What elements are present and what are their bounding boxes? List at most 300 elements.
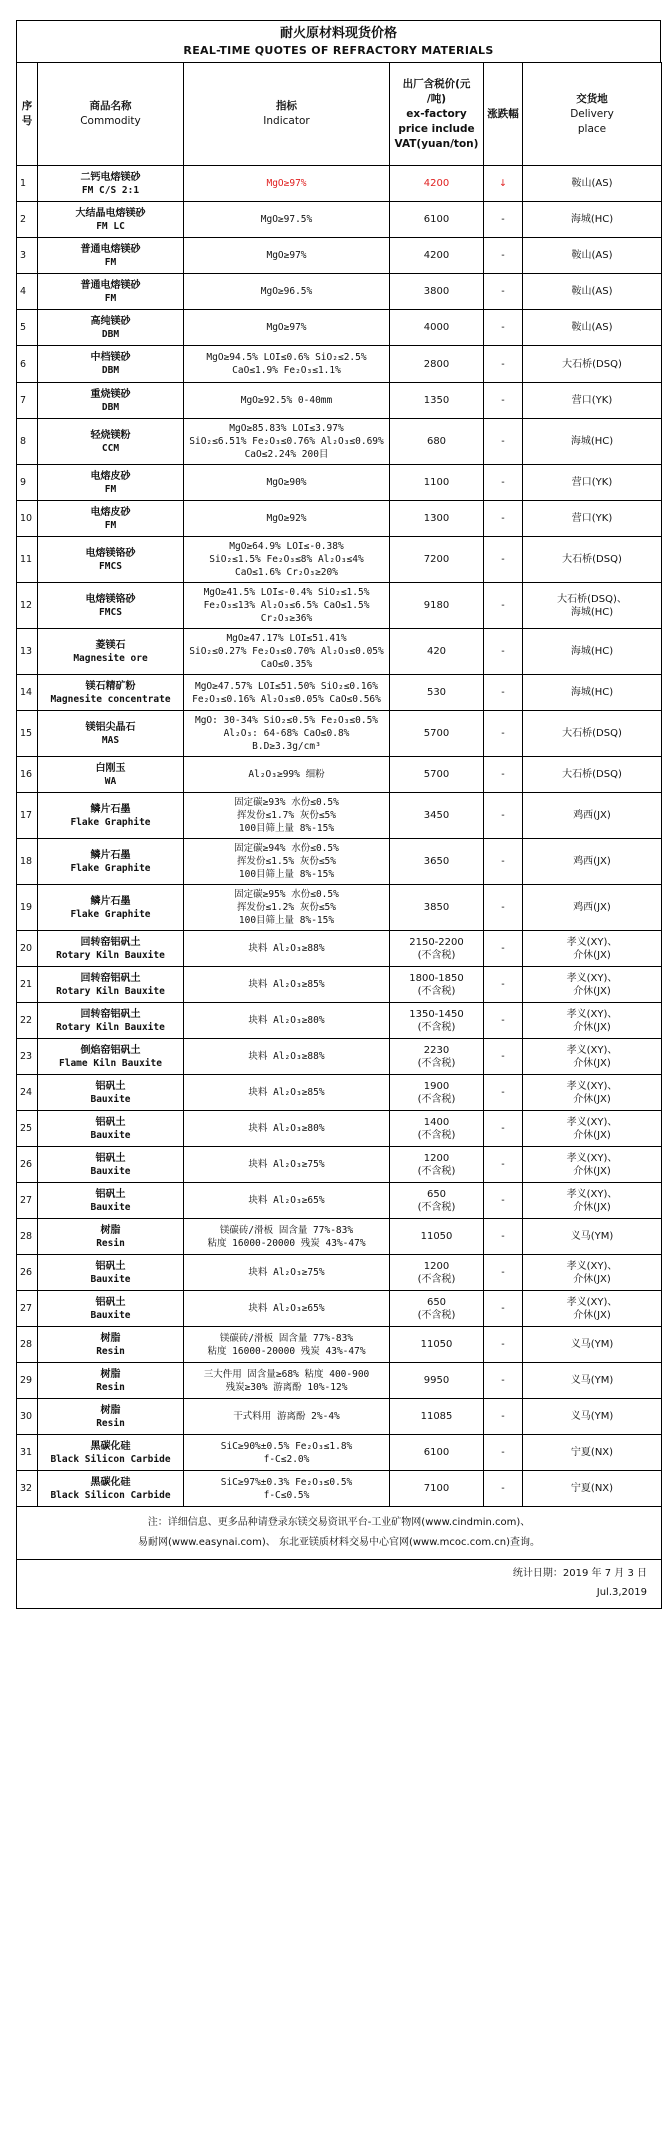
table-row [17,1075,662,1111]
commodity-cell [38,346,184,383]
row-number: 22 [17,1003,38,1039]
indicator-cell [184,1183,390,1219]
indicator-line: f-C≤0.5% [263,1489,310,1501]
price-cell [390,537,484,583]
table-row [17,1111,662,1147]
commodity-cell [38,583,184,629]
price-cell [390,1147,484,1183]
price-line: (不含税) [417,1057,456,1069]
commodity-name-cn: 鳞片石墨 [90,803,131,815]
row-number: 18 [17,839,38,885]
change-cell: - [484,1435,523,1471]
delivery-cell [523,238,662,274]
indicator-cell [184,202,390,238]
commodity-name-en: FM [104,292,117,304]
delivery-line: 孝义(XY)、 [566,1080,618,1092]
commodity-cell [38,310,184,346]
commodity-cell [38,1111,184,1147]
delivery-line: 孝义(XY)、 [566,1152,618,1164]
delivery-line: 介休(JX) [573,1309,611,1321]
commodity-cell [38,419,184,465]
commodity-cell [38,1363,184,1399]
title-block [16,20,661,62]
price-cell [390,1363,484,1399]
delivery-cell [523,1147,662,1183]
price-line: (不含税) [417,1021,456,1033]
table-row [17,274,662,310]
price-cell [390,501,484,537]
indicator-cell [184,465,390,501]
indicator-cell [184,383,390,419]
price-cell [390,839,484,885]
commodity-cell [38,793,184,839]
delivery-line: 义马(YM) [570,1411,614,1422]
delivery-cell [523,1075,662,1111]
indicator-line: 块料 Al₂O₃≥88% [248,943,325,954]
indicator-cell [184,885,390,931]
price-line: (不含税) [417,1129,456,1141]
header-indicator-cn: 指标 [276,100,297,112]
note-line-1: 注：详细信息、更多品种请登录东镁交易资讯平台-工业矿物网(www.cindmin.com)、 [147,1517,531,1528]
indicator-cell [184,583,390,629]
indicator-line: MgO≥94.5% LOI≤0.6% SiO₂≤2.5% [206,352,367,363]
change-cell: - [484,583,523,629]
commodity-cell [38,238,184,274]
delivery-line: 大石桥(DSQ)、 [557,593,627,605]
table-row [17,1291,662,1327]
commodity-name-cn: 回转窑铝矾土 [80,1008,141,1020]
note-row [17,1507,662,1560]
indicator-line: CaO≤2.24% 200目 [244,449,329,460]
delivery-line: 海城(HC) [570,646,614,657]
change-cell: - [484,1183,523,1219]
price-line: (不含税) [417,1273,456,1285]
row-number: 26 [17,1255,38,1291]
row-number: 23 [17,1039,38,1075]
indicator-line: CaO≤1.9% Fe₂O₃≤1.1% [232,365,341,376]
delivery-cell [523,501,662,537]
header-delivery [523,63,662,166]
price-line: 3850 [423,902,450,913]
delivery-cell [523,675,662,711]
header-change: 涨跌幅 [484,63,523,166]
price-cell [390,238,484,274]
commodity-name-cn: 电熔镁铬砂 [85,593,136,605]
delivery-line: 介休(JX) [573,1129,611,1141]
commodity-name-cn: 高纯镁砂 [90,315,131,327]
table-row [17,793,662,839]
row-number: 2 [17,202,38,238]
row-number: 29 [17,1363,38,1399]
delivery-line: 鸡西(JX) [573,902,611,913]
commodity-name-en: MAS [101,734,120,746]
indicator-line: 粘度 16000-20000 残炭 43%-47% [207,1237,366,1249]
price-line: (不含税) [417,1309,456,1321]
delivery-line: 鞍山(AS) [571,178,613,189]
change-cell: - [484,675,523,711]
commodity-cell [38,465,184,501]
commodity-cell [38,537,184,583]
table-row [17,1471,662,1507]
indicator-cell [184,1147,390,1183]
row-number: 14 [17,675,38,711]
table-row [17,1147,662,1183]
delivery-line: 海城(HC) [570,436,614,447]
delivery-line: 孝义(XY)、 [566,936,618,948]
commodity-cell [38,1003,184,1039]
table-row [17,346,662,383]
indicator-cell [184,757,390,793]
delivery-cell [523,757,662,793]
indicator-line: MgO: 30-34% SiO₂≤0.5% Fe₂O₃≤0.5% [194,715,379,726]
commodity-cell [38,1039,184,1075]
price-cell [390,583,484,629]
table-body [17,166,662,1507]
commodity-name-en: FM [104,256,117,268]
indicator-line: 块料 Al₂O₃≥75% [248,1159,325,1170]
indicator-cell [184,166,390,202]
delivery-line: 孝义(XY)、 [566,1260,618,1272]
commodity-name-en: Bauxite [90,1309,131,1321]
change-cell: - [484,1291,523,1327]
commodity-name-cn: 树脂 [100,1404,121,1416]
indicator-cell [184,967,390,1003]
table-row [17,1039,662,1075]
commodity-name-cn: 重烧镁砂 [90,388,131,400]
indicator-line: B.D≥3.3g/cm³ [252,741,321,752]
indicator-line: CaO≤0.35% [260,659,313,670]
price-line: 1900 [423,1080,450,1092]
delivery-line: 介休(JX) [573,1093,611,1105]
price-cell [390,931,484,967]
commodity-name-en: CCM [101,442,120,454]
indicator-cell [184,537,390,583]
delivery-line: 孝义(XY)、 [566,1296,618,1308]
indicator-line: 100目筛上量 8%-15% [238,869,335,880]
price-line: 1100 [423,477,450,488]
price-line: 1350 [423,395,450,406]
price-line: 3800 [423,286,450,297]
price-line: 530 [426,687,447,698]
delivery-line: 宁夏(NX) [570,1483,614,1494]
commodity-name-cn: 鳞片石墨 [90,895,131,907]
indicator-line: 三大件用 固含量≥68% 粘度 400-900 [203,1368,370,1380]
delivery-cell [523,1183,662,1219]
change-cell: - [484,967,523,1003]
commodity-name-en: Bauxite [90,1273,131,1285]
change-cell: - [484,757,523,793]
indicator-cell [184,1219,390,1255]
delivery-cell [523,1363,662,1399]
indicator-line: Fe₂O₃≤0.16% Al₂O₃≤0.05% CaO≤0.56% [192,693,381,705]
indicator-cell [184,629,390,675]
row-number: 27 [17,1183,38,1219]
header-delivery-cn: 交货地 [576,92,608,105]
indicator-line: MgO≥47.57% LOI≤51.50% SiO₂≤0.16% [194,680,379,692]
commodity-name-en: Rotary Kiln Bauxite [56,949,165,961]
price-cell [390,383,484,419]
commodity-name-en: Flake Graphite [70,862,151,874]
row-number: 16 [17,757,38,793]
indicator-line: 镁碳砖/滑板 固含量 77%-83% [219,1224,354,1236]
change-cell: - [484,537,523,583]
delivery-cell [523,202,662,238]
indicator-cell [184,1327,390,1363]
table-row [17,1327,662,1363]
commodity-name-cn: 普通电熔镁砂 [80,279,141,291]
commodity-name-en: Flake Graphite [70,816,151,828]
delivery-line: 大石桥(DSQ) [562,728,622,739]
price-line: 4200 [423,178,450,189]
indicator-cell [184,1291,390,1327]
price-cell [390,1291,484,1327]
price-document [16,20,661,1609]
change-cell: - [484,1219,523,1255]
table-row [17,931,662,967]
indicator-line: 固定碳≥93% 水份≤0.5% [234,797,339,808]
row-number: 20 [17,931,38,967]
indicator-line: SiC≥90%±0.5% Fe₂O₃≤1.8% [220,1440,353,1452]
change-cell: - [484,711,523,757]
table-row [17,465,662,501]
change-cell: - [484,274,523,310]
price-line: 4000 [423,322,450,333]
commodity-name-cn: 鳞片石墨 [90,849,131,861]
commodity-name-en: Resin [96,1417,125,1429]
price-line: 2800 [423,358,450,370]
commodity-name-cn: 电熔镁铬砂 [85,547,136,559]
delivery-cell [523,537,662,583]
delivery-line: 孝义(XY)、 [566,1044,618,1056]
change-cell: - [484,465,523,501]
commodity-cell [38,1291,184,1327]
indicator-line: 镁碳砖/滑板 固含量 77%-83% [219,1332,354,1344]
row-number: 15 [17,711,38,757]
commodity-name-en: FMCS [99,560,122,572]
price-cell [390,419,484,465]
commodity-name-cn: 二钙电熔镁砂 [80,171,141,183]
change-cell: - [484,629,523,675]
commodity-name-en: Magnesite ore [73,652,148,664]
price-line: 11050 [420,1231,453,1242]
commodity-cell [38,885,184,931]
table-row [17,1255,662,1291]
indicator-line: 块料 Al₂O₃≥88% [248,1051,325,1062]
change-cell: - [484,383,523,419]
row-number: 26 [17,1147,38,1183]
header-delivery-en2: place [577,122,607,135]
table-row [17,1435,662,1471]
price-cell [390,1255,484,1291]
delivery-cell [523,711,662,757]
change-cell: - [484,1399,523,1435]
commodity-name-en: DBM [101,401,120,413]
delivery-cell [523,465,662,501]
table-row [17,583,662,629]
price-line: 9950 [423,1375,450,1386]
header-indicator-en: Indicator [263,115,310,127]
commodity-cell [38,1255,184,1291]
page-subtitle: REAL-TIME QUOTES OF REFRACTORY MATERIALS [183,44,494,57]
indicator-line: Fe₂O₃≤13% Al₂O₃≤6.5% CaO≤1.5% [203,600,370,611]
header-delivery-en1: Delivery [570,107,614,120]
price-line: 9180 [423,600,450,611]
indicator-line: MgO≥90% [266,477,307,488]
delivery-line: 义马(YM) [570,1231,614,1242]
indicator-line: MgO≥41.5% LOI≤-0.4% SiO₂≤1.5% [203,587,370,598]
row-number: 24 [17,1075,38,1111]
price-line: 650 [426,1296,447,1308]
indicator-cell [184,310,390,346]
row-number: 8 [17,419,38,465]
commodity-name-cn: 镁石精矿粉 [85,680,136,692]
change-cell: - [484,839,523,885]
change-cell: - [484,793,523,839]
commodity-name-en: Resin [96,1345,125,1357]
commodity-name-cn: 镁铝尖晶石 [85,721,136,733]
table-row [17,1183,662,1219]
price-cell [390,675,484,711]
change-cell: - [484,1255,523,1291]
commodity-name-cn: 黑碳化硅 [90,1440,131,1452]
price-line: 7200 [423,554,450,565]
indicator-cell [184,346,390,383]
price-cell [390,1219,484,1255]
delivery-cell [523,1291,662,1327]
commodity-name-en: Magnesite concentrate [50,693,171,705]
price-cell [390,1039,484,1075]
table-row [17,757,662,793]
delivery-cell [523,967,662,1003]
change-cell: - [484,1075,523,1111]
indicator-line: MgO≥97% [266,250,307,261]
change-cell: - [484,310,523,346]
commodity-name-cn: 电熔皮砂 [90,506,131,518]
indicator-line: 挥发份≤1.7% 灰份≤5% [237,810,336,821]
note-cell [17,1507,662,1560]
delivery-cell [523,839,662,885]
indicator-cell [184,1111,390,1147]
header-price-l5: VAT(yuan/ton) [394,137,479,150]
header-commodity-en: Commodity [80,115,141,127]
delivery-cell [523,1327,662,1363]
delivery-cell [523,629,662,675]
indicator-line: 挥发份≤1.5% 灰份≤5% [237,856,336,867]
table-row [17,1003,662,1039]
indicator-line: MgO≥64.9% LOI≤-0.38% [229,541,344,552]
commodity-name-en: DBM [101,365,120,376]
commodity-name-cn: 铝矾土 [95,1188,126,1200]
price-line: (不含税) [417,949,456,961]
table-row [17,537,662,583]
price-cell [390,793,484,839]
change-cell: - [484,1471,523,1507]
indicator-line: MgO≥97% [266,178,307,189]
delivery-cell [523,583,662,629]
delivery-line: 孝义(XY)、 [566,1188,618,1200]
price-line: 420 [426,646,447,657]
indicator-cell [184,501,390,537]
delivery-line: 孝义(XY)、 [566,1116,618,1128]
price-cell [390,1003,484,1039]
commodity-name-en: WA [104,775,117,787]
row-number: 5 [17,310,38,346]
indicator-line: SiO₂≤6.51% Fe₂O₃≤0.76% Al₂O₃≤0.69% [189,436,384,447]
indicator-line: 粘度 16000-20000 残炭 43%-47% [207,1345,366,1357]
commodity-cell [38,383,184,419]
commodity-name-cn: 铝矾土 [95,1296,126,1308]
change-cell: - [484,885,523,931]
commodity-name-en: Black Silicon Carbide [50,1453,171,1465]
delivery-line: 介休(JX) [573,1201,611,1213]
commodity-cell [38,1183,184,1219]
header-commodity [38,63,184,166]
commodity-cell [38,629,184,675]
change-cell: - [484,1327,523,1363]
row-number: 30 [17,1399,38,1435]
price-line: 1350-1450 [409,1008,464,1020]
delivery-cell [523,383,662,419]
price-cell [390,202,484,238]
table-row [17,1399,662,1435]
table-row [17,675,662,711]
header-price [390,63,484,166]
row-number: 6 [17,346,38,383]
commodity-name-en: Bauxite [90,1129,131,1141]
row-number: 27 [17,1291,38,1327]
delivery-line: 义马(YM) [570,1375,614,1386]
indicator-line: 干式料用 游离酚 2%-4% [233,1411,340,1422]
commodity-name-cn: 轻烧镁粉 [90,429,131,441]
commodity-name-en: FM [104,483,117,495]
delivery-line: 大石桥(DSQ) [562,554,622,565]
indicator-line: CaO≤1.6% Cr₂O₃≥20% [235,567,338,578]
change-cell: - [484,931,523,967]
price-line: 5700 [423,728,450,739]
row-number: 10 [17,501,38,537]
change-cell: - [484,1039,523,1075]
change-cell: - [484,1003,523,1039]
delivery-line: 宁夏(NX) [570,1447,614,1458]
commodity-name-cn: 回转窑铝矾土 [80,936,141,948]
indicator-line: Al₂O₃: 64-68% CaO≤0.8% [223,728,350,739]
commodity-name-cn: 黑碳化硅 [90,1476,131,1488]
delivery-cell [523,793,662,839]
row-number: 1 [17,166,38,202]
delivery-line: 海城(HC) [570,214,614,225]
row-number: 17 [17,793,38,839]
change-cell: ↓ [484,166,523,202]
delivery-cell [523,419,662,465]
delivery-cell [523,346,662,383]
delivery-cell [523,274,662,310]
indicator-cell [184,274,390,310]
delivery-line: 鸡西(JX) [573,810,611,821]
price-cell [390,1111,484,1147]
indicator-line: Cr₂O₃≥36% [260,613,313,624]
commodity-name-cn: 白刚玉 [95,762,126,774]
commodity-name-en: Bauxite [90,1165,131,1177]
price-line: (不含税) [417,1201,456,1213]
commodity-name-en: FM [104,519,117,531]
table-row [17,166,662,202]
commodity-name-en: Bauxite [90,1093,131,1105]
delivery-line: 鞍山(AS) [571,322,613,333]
delivery-line: 介休(JX) [573,1057,611,1069]
commodity-name-en: Resin [96,1381,125,1393]
commodity-name-en: Flame Kiln Bauxite [59,1057,162,1069]
row-number: 7 [17,383,38,419]
